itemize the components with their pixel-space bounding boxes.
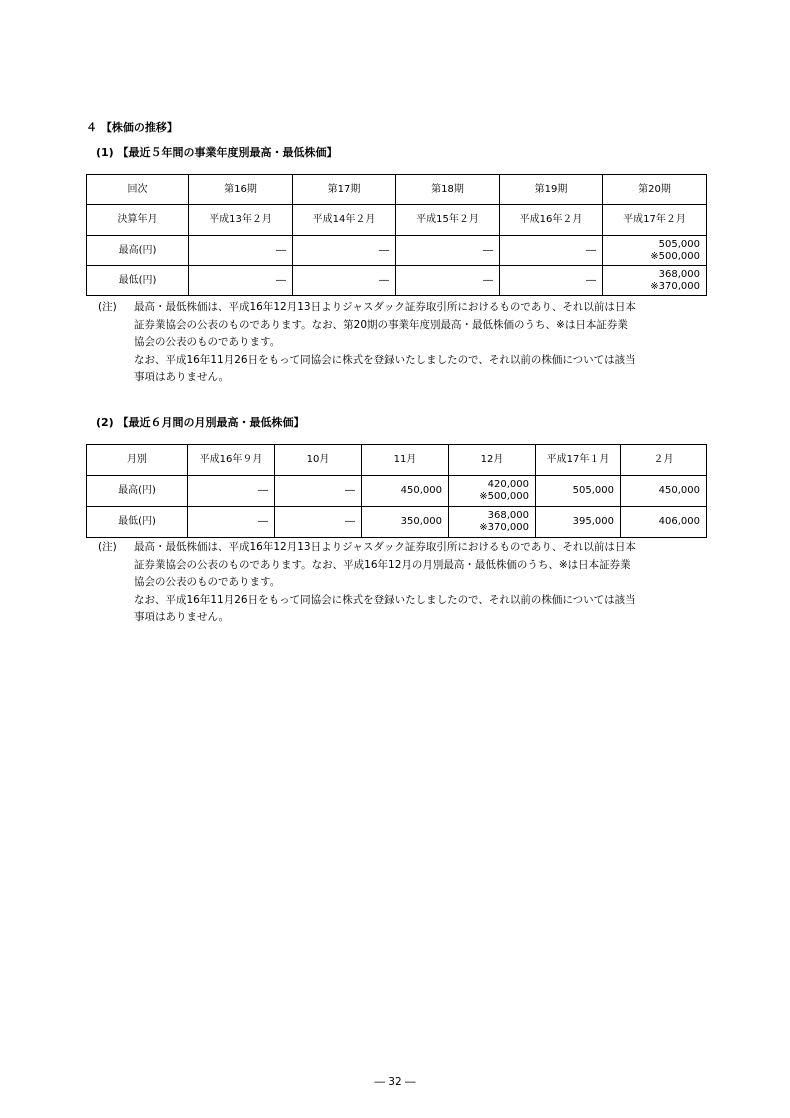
header-cell: 12月 xyxy=(449,445,536,476)
table-cell: 平成17年２月 xyxy=(603,205,707,236)
table-cell xyxy=(449,476,536,507)
header-cell: 第20期 xyxy=(603,175,707,205)
cell-line: 505,000 xyxy=(658,238,700,250)
row-label: 決算年月 xyxy=(87,205,189,236)
section-title: ４ 【株価の推移】 xyxy=(86,121,178,134)
header-cell: 第17期 xyxy=(293,175,396,205)
table-cell: 平成13年２月 xyxy=(189,205,293,236)
row-label: 最低(円) xyxy=(87,507,188,538)
header-cell: 平成16年９月 xyxy=(188,445,275,476)
table-cell: ― xyxy=(500,236,603,266)
table1-low-row xyxy=(87,266,707,296)
table-cell: ― xyxy=(293,236,396,266)
header-cell: 回次 xyxy=(87,175,189,205)
table-cell: 450,000 xyxy=(621,476,707,507)
table-cell: ― xyxy=(188,476,275,507)
note-line: 事項はありません。 xyxy=(134,371,230,383)
table-cell: ― xyxy=(396,236,500,266)
note-line: 協会の公表のものであります。 xyxy=(134,336,281,348)
note-mark: (注) xyxy=(98,301,117,313)
note-line: 最高・最低株価は、平成16年12月13日よりジャスダック証券取引所におけるものであり、それ以前は日本 xyxy=(134,301,636,313)
table1-high-row xyxy=(87,236,707,266)
cell-line: ※370,000 xyxy=(479,522,529,533)
cell-line: ※370,000 xyxy=(650,280,700,292)
note-line: 協会の公表のものであります。 xyxy=(134,576,281,588)
table-cell: 350,000 xyxy=(362,507,449,538)
note-line: 事項はありません。 xyxy=(134,611,230,623)
table-cell: 505,000 xyxy=(536,476,621,507)
table2-high-row xyxy=(87,476,707,507)
monthly-stock-price-table xyxy=(86,444,707,538)
header-cell: 第18期 xyxy=(396,175,500,205)
header-cell: ２月 xyxy=(621,445,707,476)
row-label: 最高(円) xyxy=(87,476,188,507)
table1-heading: (1) 【最近５年間の事業年度別最高・最低株価】 xyxy=(96,146,338,159)
table-cell: 450,000 xyxy=(362,476,449,507)
table-cell: ― xyxy=(275,476,362,507)
cell-line: ※500,000 xyxy=(650,250,700,262)
note-mark: (注) xyxy=(98,541,117,553)
header-cell: 第19期 xyxy=(500,175,603,205)
table-cell xyxy=(603,266,707,296)
table-cell: ― xyxy=(189,236,293,266)
table2-low-row xyxy=(87,507,707,538)
table-cell: ― xyxy=(500,266,603,296)
table1-period-row xyxy=(87,205,707,236)
note-line: 最高・最低株価は、平成16年12月13日よりジャスダック証券取引所におけるものであり、それ以前は日本 xyxy=(134,541,636,553)
row-label: 最低(円) xyxy=(87,266,189,296)
table-cell xyxy=(603,236,707,266)
table2-heading: (2) 【最近６月間の月別最高・最低株価】 xyxy=(96,416,305,429)
header-cell: 月別 xyxy=(87,445,188,476)
note-line: 証券業協会の公表のものであります。なお、第20期の事業年度別最高・最低株価のうち、※は日本証券業 xyxy=(134,318,628,331)
table-cell: 395,000 xyxy=(536,507,621,538)
table-cell: 平成15年２月 xyxy=(396,205,500,236)
header-cell: 10月 xyxy=(275,445,362,476)
header-cell: 第16期 xyxy=(189,175,293,205)
note-line: 証券業協会の公表のものであります。なお、平成16年12月の月別最高・最低株価のうち、※は日本証券業 xyxy=(134,558,631,571)
page-number: ― 32 ― xyxy=(374,1076,416,1088)
table1-header-row xyxy=(87,175,707,205)
header-cell: 平成17年１月 xyxy=(536,445,621,476)
table-cell xyxy=(449,507,536,538)
annual-stock-price-table xyxy=(86,174,707,296)
table2-header-row xyxy=(87,445,707,476)
table-cell: ― xyxy=(293,266,396,296)
cell-line: 368,000 xyxy=(658,268,700,280)
table-cell: 406,000 xyxy=(621,507,707,538)
table-cell: 平成14年２月 xyxy=(293,205,396,236)
cell-line: ※500,000 xyxy=(479,491,529,502)
header-cell: 11月 xyxy=(362,445,449,476)
note-line: なお、平成16年11月26日をもって同協会に株式を登録いたしましたので、それ以前の株価については該当 xyxy=(134,593,636,606)
table-cell: ― xyxy=(189,266,293,296)
table-cell: ― xyxy=(188,507,275,538)
table-cell: 平成16年２月 xyxy=(500,205,603,236)
table-cell: ― xyxy=(275,507,362,538)
cell-line: 368,000 xyxy=(487,510,529,521)
cell-line: 420,000 xyxy=(487,479,529,490)
note-line: なお、平成16年11月26日をもって同協会に株式を登録いたしましたので、それ以前の株価については該当 xyxy=(134,353,636,366)
row-label: 最高(円) xyxy=(87,236,189,266)
table-cell: ― xyxy=(396,266,500,296)
